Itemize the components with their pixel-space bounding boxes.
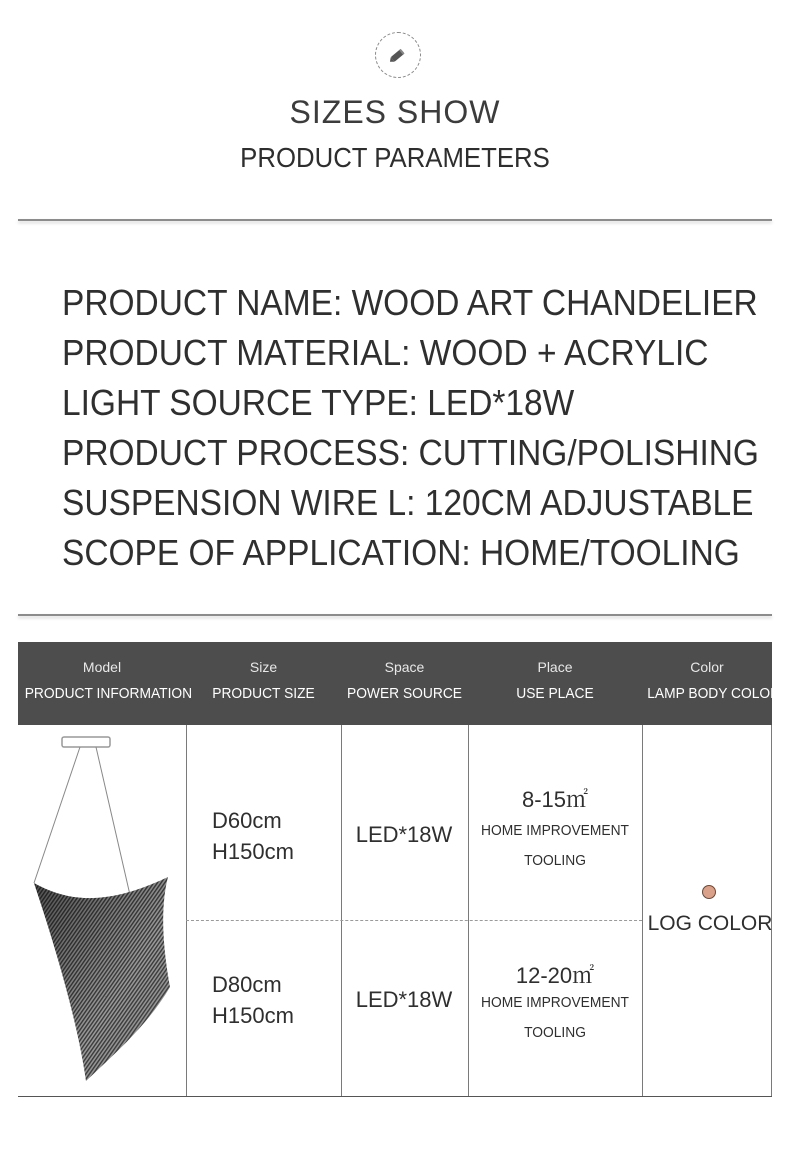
page-title: SIZES SHOW (289, 94, 501, 130)
param-scope: SCOPE OF APPLICATION: HOME/TOOLING (62, 532, 740, 573)
column-divider (468, 725, 469, 1096)
column-divider (186, 725, 187, 1096)
chandelier-image (18, 725, 186, 1096)
pencil-icon (375, 32, 421, 78)
param-suspension-wire: SUSPENSION WIRE L: 120CM ADJUSTABLE (62, 482, 754, 523)
header-color: Color LAMP BODY COLOR (647, 659, 781, 702)
color-swatch (702, 885, 716, 899)
param-light-source: LIGHT SOURCE TYPE: LED*18W (62, 382, 575, 423)
area-row-2: 12-20㎡ (515, 963, 595, 988)
size-row-2: D80cm H150cm (212, 972, 294, 1028)
spec-table (18, 642, 781, 1097)
column-divider (341, 725, 342, 1096)
parameter-list (62, 278, 762, 578)
area-row-1: 8-15㎡ (521, 787, 589, 812)
divider-middle (18, 614, 772, 616)
param-process: PRODUCT PROCESS: CUTTING/POLISHING (62, 432, 759, 473)
place-row-2-line-1: HOME IMPROVEMENT (481, 994, 629, 1011)
column-divider (771, 725, 772, 1096)
place-row-2-line-2: TOOLING (524, 1024, 586, 1041)
header-space: Space POWER SOURCE (346, 659, 462, 702)
color-label: LOG COLOR (647, 912, 773, 935)
column-divider (642, 725, 643, 1096)
table-header (18, 642, 781, 725)
place-row-1-line-2: TOOLING (524, 852, 586, 869)
header-model: Model PRODUCT INFORMATION (24, 659, 193, 702)
size-row-1: D60cm H150cm (212, 808, 294, 864)
row-divider (186, 920, 642, 921)
header-size: Size PRODUCT SIZE (212, 659, 315, 702)
header-place: Place USE PLACE (516, 659, 594, 702)
power-row-2: LED*18W (355, 987, 453, 1012)
place-row-1-line-1: HOME IMPROVEMENT (481, 822, 629, 839)
divider-top (18, 219, 772, 221)
param-product-material: PRODUCT MATERIAL: WOOD + ACRYLIC (62, 332, 709, 373)
power-row-1: LED*18W (355, 822, 453, 847)
param-product-name: PRODUCT NAME: WOOD ART CHANDELIER (62, 282, 758, 323)
page-subtitle: PRODUCT PARAMETERS (240, 142, 550, 173)
